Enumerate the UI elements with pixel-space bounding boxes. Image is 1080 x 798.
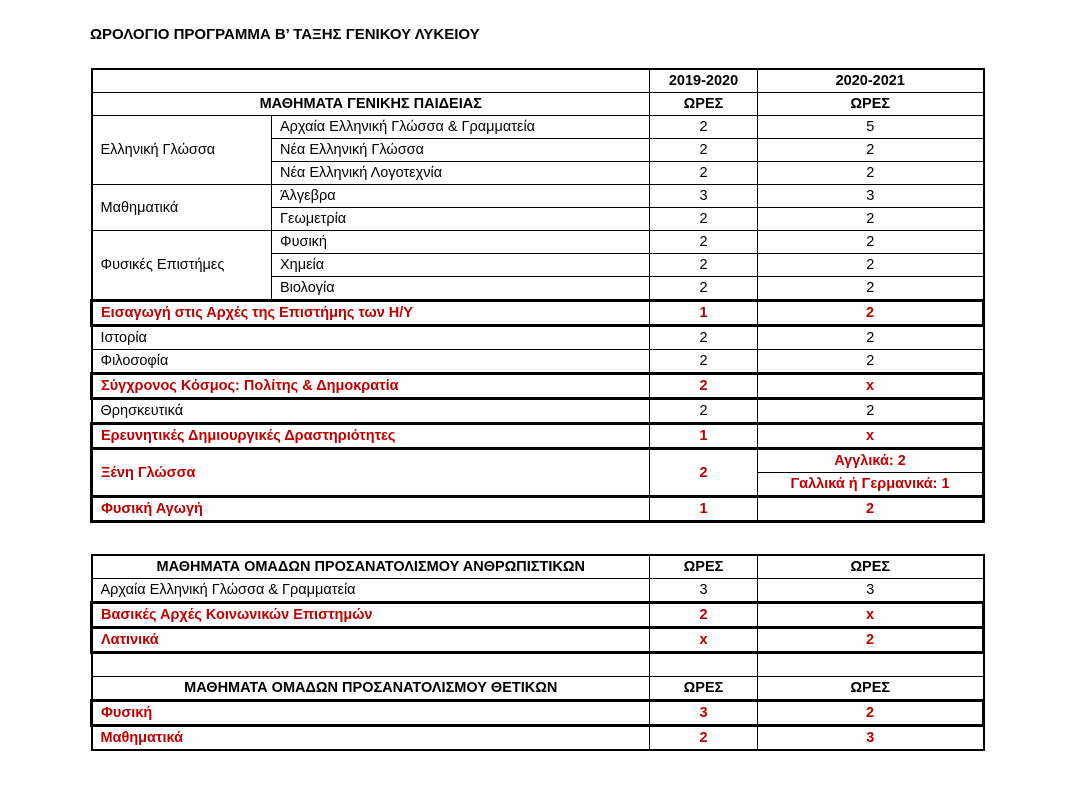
hours-2020: 2 <box>758 139 984 162</box>
table-row-highlighted <box>92 424 984 449</box>
hours-2020: 2 <box>758 277 984 301</box>
hours-2019: 3 <box>650 185 758 208</box>
hours-2019: 2 <box>650 277 758 301</box>
empty-row <box>92 653 984 677</box>
section-title: ΜΑΘΗΜΑΤΑ ΟΜΑΔΩΝ ΠΡΟΣΑΝΑΤΟΛΙΣΜΟΥ ΘΕΤΙΚΩΝ <box>92 677 650 701</box>
subject: Φυσική <box>92 701 650 726</box>
hours-2020: 5 <box>758 116 984 139</box>
subject: Ερευνητικές Δημιουργικές Δραστηριότητες <box>92 424 650 449</box>
hours-2020: 2 <box>758 162 984 185</box>
hours-header: ΩΡΕΣ <box>758 555 984 579</box>
subject: Ιστορία <box>92 326 650 350</box>
hours-2020-english: Αγγλικά: 2 <box>758 449 984 473</box>
hours-2019: 2 <box>650 254 758 277</box>
table-row <box>92 185 984 208</box>
group-label: Μαθηματικά <box>92 185 272 231</box>
hours-2019: 2 <box>650 603 758 628</box>
hours-2020: 2 <box>758 231 984 254</box>
subject: Νέα Ελληνική Γλώσσα <box>272 139 650 162</box>
table-row-highlighted <box>92 374 984 399</box>
hours-2020: 2 <box>758 701 984 726</box>
table-row-highlighted <box>92 301 984 326</box>
hours-2020: x <box>758 603 984 628</box>
hours-2020: 2 <box>758 254 984 277</box>
hours-2019: x <box>650 628 758 653</box>
group-label: Φυσικές Επιστήμες <box>92 231 272 301</box>
hours-2019: 2 <box>650 116 758 139</box>
subject: Βιολογία <box>272 277 650 301</box>
hours-2020: 2 <box>758 628 984 653</box>
hours-2019: 2 <box>650 449 758 497</box>
table-row <box>92 326 984 350</box>
general-education-table <box>90 68 985 523</box>
hours-2019: 2 <box>650 350 758 374</box>
table-row-highlighted <box>92 628 984 653</box>
hours-2020: 3 <box>758 579 984 603</box>
hours-2020: 3 <box>758 185 984 208</box>
hours-2019: 1 <box>650 301 758 326</box>
hours-2019: 2 <box>650 139 758 162</box>
subject: Βασικές Αρχές Κοινωνικών Επιστημών <box>92 603 650 628</box>
table-row-highlighted <box>92 726 984 751</box>
sciences-section-header <box>92 677 984 701</box>
hours-2019: 2 <box>650 726 758 751</box>
hours-2020: 2 <box>758 301 984 326</box>
hours-header: ΩΡΕΣ <box>758 93 984 116</box>
hours-2020: 2 <box>758 326 984 350</box>
subject: Μαθηματικά <box>92 726 650 751</box>
subject: Θρησκευτικά <box>92 399 650 424</box>
subject: Ξένη Γλώσσα <box>92 449 650 497</box>
subject: Άλγεβρα <box>272 185 650 208</box>
hours-header: ΩΡΕΣ <box>650 93 758 116</box>
hours-2020: 2 <box>758 399 984 424</box>
hours-header: ΩΡΕΣ <box>758 677 984 701</box>
humanities-section-header <box>92 555 984 579</box>
hours-2019: 3 <box>650 701 758 726</box>
hours-2019: 2 <box>650 208 758 231</box>
subject: Γεωμετρία <box>272 208 650 231</box>
hours-header: ΩΡΕΣ <box>650 555 758 579</box>
table-row <box>92 579 984 603</box>
hours-2020: 2 <box>758 350 984 374</box>
hours-2019: 2 <box>650 374 758 399</box>
hours-2019: 2 <box>650 399 758 424</box>
table-row-highlighted <box>92 449 984 473</box>
table-row <box>92 399 984 424</box>
hours-2019: 3 <box>650 579 758 603</box>
hours-2019: 2 <box>650 162 758 185</box>
hours-2020: 2 <box>758 208 984 231</box>
hours-2020: x <box>758 374 984 399</box>
subject: Νέα Ελληνική Λογοτεχνία <box>272 162 650 185</box>
hours-2019: 1 <box>650 497 758 522</box>
hours-2020: x <box>758 424 984 449</box>
hours-2020-french-german: Γαλλικά ή Γερμανικά: 1 <box>758 473 984 497</box>
orientation-groups-table <box>90 554 985 751</box>
table-row-highlighted <box>92 701 984 726</box>
year2-header: 2020-2021 <box>758 69 984 93</box>
subject: Φυσική <box>272 231 650 254</box>
table-row-highlighted <box>92 603 984 628</box>
table-row-highlighted <box>92 497 984 522</box>
hours-2019: 2 <box>650 326 758 350</box>
subject: Λατινικά <box>92 628 650 653</box>
hours-header: ΩΡΕΣ <box>650 677 758 701</box>
hours-2019: 1 <box>650 424 758 449</box>
table-row <box>92 350 984 374</box>
page-title: ΩΡΟΛΟΓΙΟ ΠΡΟΓΡΑΜΜΑ Β’ ΤΑΞΗΣ ΓΕΝΙΚΟΥ ΛΥΚΕΙΟΥ <box>90 26 480 43</box>
year1-header: 2019-2020 <box>650 69 758 93</box>
section-title: ΜΑΘΗΜΑΤΑ ΓΕΝΙΚΗΣ ΠΑΙΔΕΙΑΣ <box>92 93 650 116</box>
group-label: Ελληνική Γλώσσα <box>92 116 272 185</box>
subject: Χημεία <box>272 254 650 277</box>
section-title: ΜΑΘΗΜΑΤΑ ΟΜΑΔΩΝ ΠΡΟΣΑΝΑΤΟΛΙΣΜΟΥ ΑΝΘΡΩΠΙΣΤΙΚΩΝ <box>92 555 650 579</box>
subject: Αρχαία Ελληνική Γλώσσα & Γραμματεία <box>272 116 650 139</box>
subject: Σύγχρονος Κόσμος: Πολίτης & Δημοκρατία <box>92 374 650 399</box>
general-section-header <box>92 93 984 116</box>
year-header-row <box>92 69 984 93</box>
table-row <box>92 231 984 254</box>
subject: Φυσική Αγωγή <box>92 497 650 522</box>
hours-2020: 3 <box>758 726 984 751</box>
hours-2020: 2 <box>758 497 984 522</box>
subject: Εισαγωγή στις Αρχές της Επιστήμης των Η/Υ <box>92 301 650 326</box>
subject: Αρχαία Ελληνική Γλώσσα & Γραμματεία <box>92 579 650 603</box>
subject: Φιλοσοφία <box>92 350 650 374</box>
table-row <box>92 116 984 139</box>
hours-2019: 2 <box>650 231 758 254</box>
